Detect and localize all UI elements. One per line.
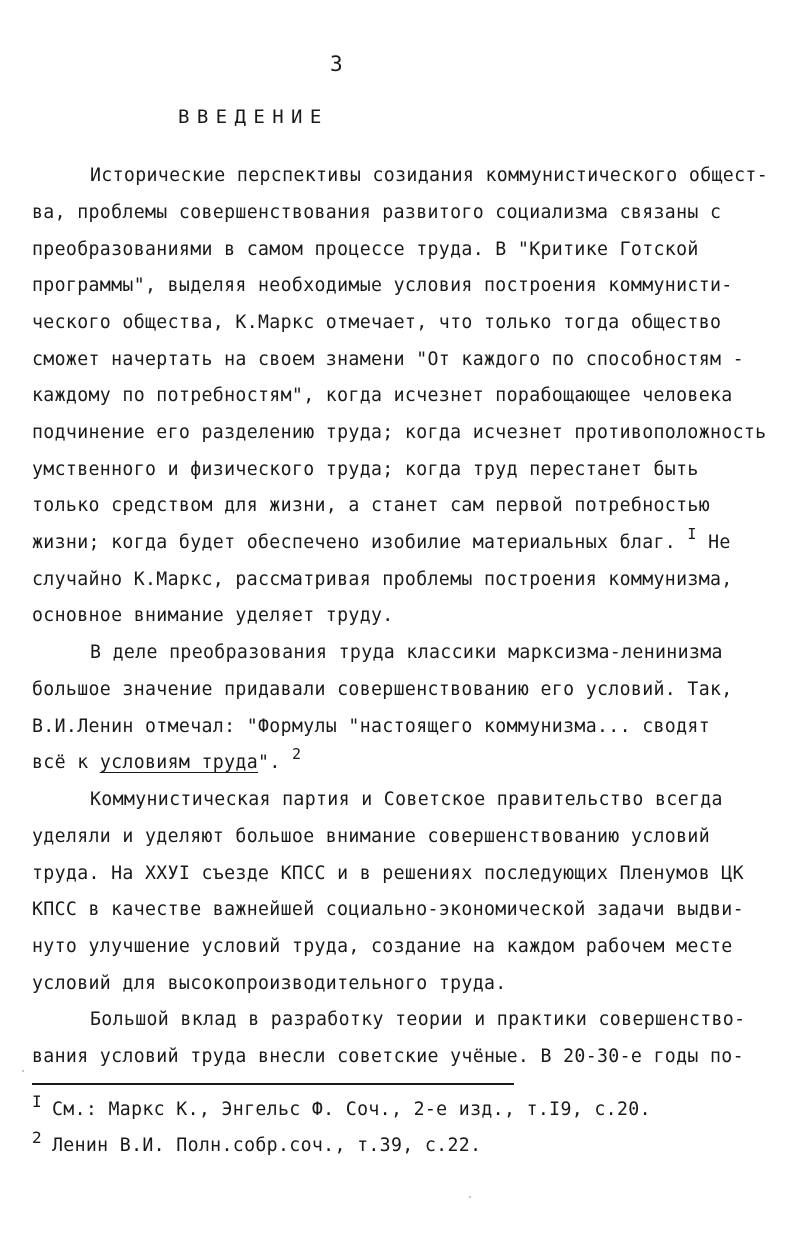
paragraph-text: всё к bbox=[32, 752, 100, 773]
footnote-reference: 2 bbox=[291, 745, 302, 763]
paragraph-line: сможет начертать на своем знамени "От каждого по способностям - bbox=[32, 349, 744, 370]
paragraph-text: жизни; когда будет обеспечено изобилие материальных благ. bbox=[32, 532, 677, 553]
paragraph-line: умственного и физического труда; когда труд перестанет быть bbox=[32, 459, 699, 480]
scan-speck bbox=[22, 1070, 24, 1072]
paragraph-line: каждому по потребностям", когда исчезнет порабощающее человека bbox=[32, 385, 733, 406]
paragraph-line: условий для высокопроизводительного труда. bbox=[32, 973, 507, 994]
paragraph-line bbox=[32, 745, 302, 775]
paragraph-line: ческого общества, К.Маркс отмечает, что только тогда общество bbox=[32, 312, 722, 333]
paragraph-line: Коммунистическая партия и Советское правительство всегда bbox=[90, 789, 723, 810]
footnote-divider bbox=[32, 1083, 514, 1085]
paragraph-line: ва, проблемы совершенствования развитого социализма связаны с bbox=[32, 202, 722, 223]
underlined-quote: условиям труда bbox=[99, 752, 259, 773]
paragraph-line: подчинение его разделению труда; когда исчезнет противоположность bbox=[32, 422, 767, 443]
footnote-1 bbox=[32, 1092, 651, 1122]
footnote-mark: 2 bbox=[32, 1128, 42, 1147]
paragraph-text: ". bbox=[258, 752, 281, 773]
footnote-text: См.: Маркс К., Энгельс Ф. Соч., 2-е изд., т.I9, с.20. bbox=[51, 1099, 651, 1120]
footnote-2 bbox=[32, 1128, 482, 1158]
paragraph-line: КПСС в качестве важнейшей социально-экономической задачи выдви- bbox=[32, 899, 744, 920]
paragraph-line: уделяли и уделяют большое внимание совершенствованию условий bbox=[32, 826, 710, 847]
scan-speck bbox=[469, 1196, 471, 1198]
paragraph-line: Исторические перспективы созидания коммунистического общест- bbox=[90, 165, 768, 186]
paragraph-line: Большой вклад в разработку теории и практики совершенство- bbox=[90, 1009, 746, 1030]
paragraph-line: преобразованиями в самом процессе труда. В "Критике Готской bbox=[32, 239, 699, 260]
paragraph-line: нуто улучшение условий труда, создание на каждом рабочем месте bbox=[32, 936, 733, 957]
paragraph-line: программы", выделяя необходимые условия построения коммунисти- bbox=[32, 275, 733, 296]
paragraph-text: Не bbox=[696, 532, 731, 553]
paragraph-line: В деле преобразования труда классики марксизма-ленинизма bbox=[90, 642, 723, 663]
footnote-mark: I bbox=[32, 1092, 42, 1111]
paragraph-line: большое значение придавали совершенствованию его условий. Так, bbox=[32, 679, 733, 700]
paragraph-line: В.И.Ленин отмечал: "Формулы "настоящего коммунизма... сводят bbox=[32, 716, 710, 737]
page-title: ВВЕДЕНИЕ bbox=[178, 106, 329, 128]
paragraph-line: основное внимание уделяет труду. bbox=[32, 605, 394, 626]
footnote-text: Ленин В.И. Полн.собр.соч., т.39, с.22. bbox=[51, 1135, 482, 1156]
paragraph-line: случайно К.Маркс, рассматривая проблемы построения коммунизма, bbox=[32, 569, 733, 590]
paragraph-line: только средством для жизни, а станет сам первой потребностью bbox=[32, 495, 710, 516]
paragraph-line bbox=[32, 525, 731, 555]
paragraph-line: вания условий труда внесли советские учёные. В 20-30-е годы по- bbox=[32, 1046, 744, 1067]
footnote-reference: I bbox=[687, 525, 697, 543]
page-number: 3 bbox=[330, 52, 343, 76]
paragraph-line: труда. На ХХУI съезде КПСС и в решениях последующих Пленумов ЦК bbox=[32, 863, 744, 884]
